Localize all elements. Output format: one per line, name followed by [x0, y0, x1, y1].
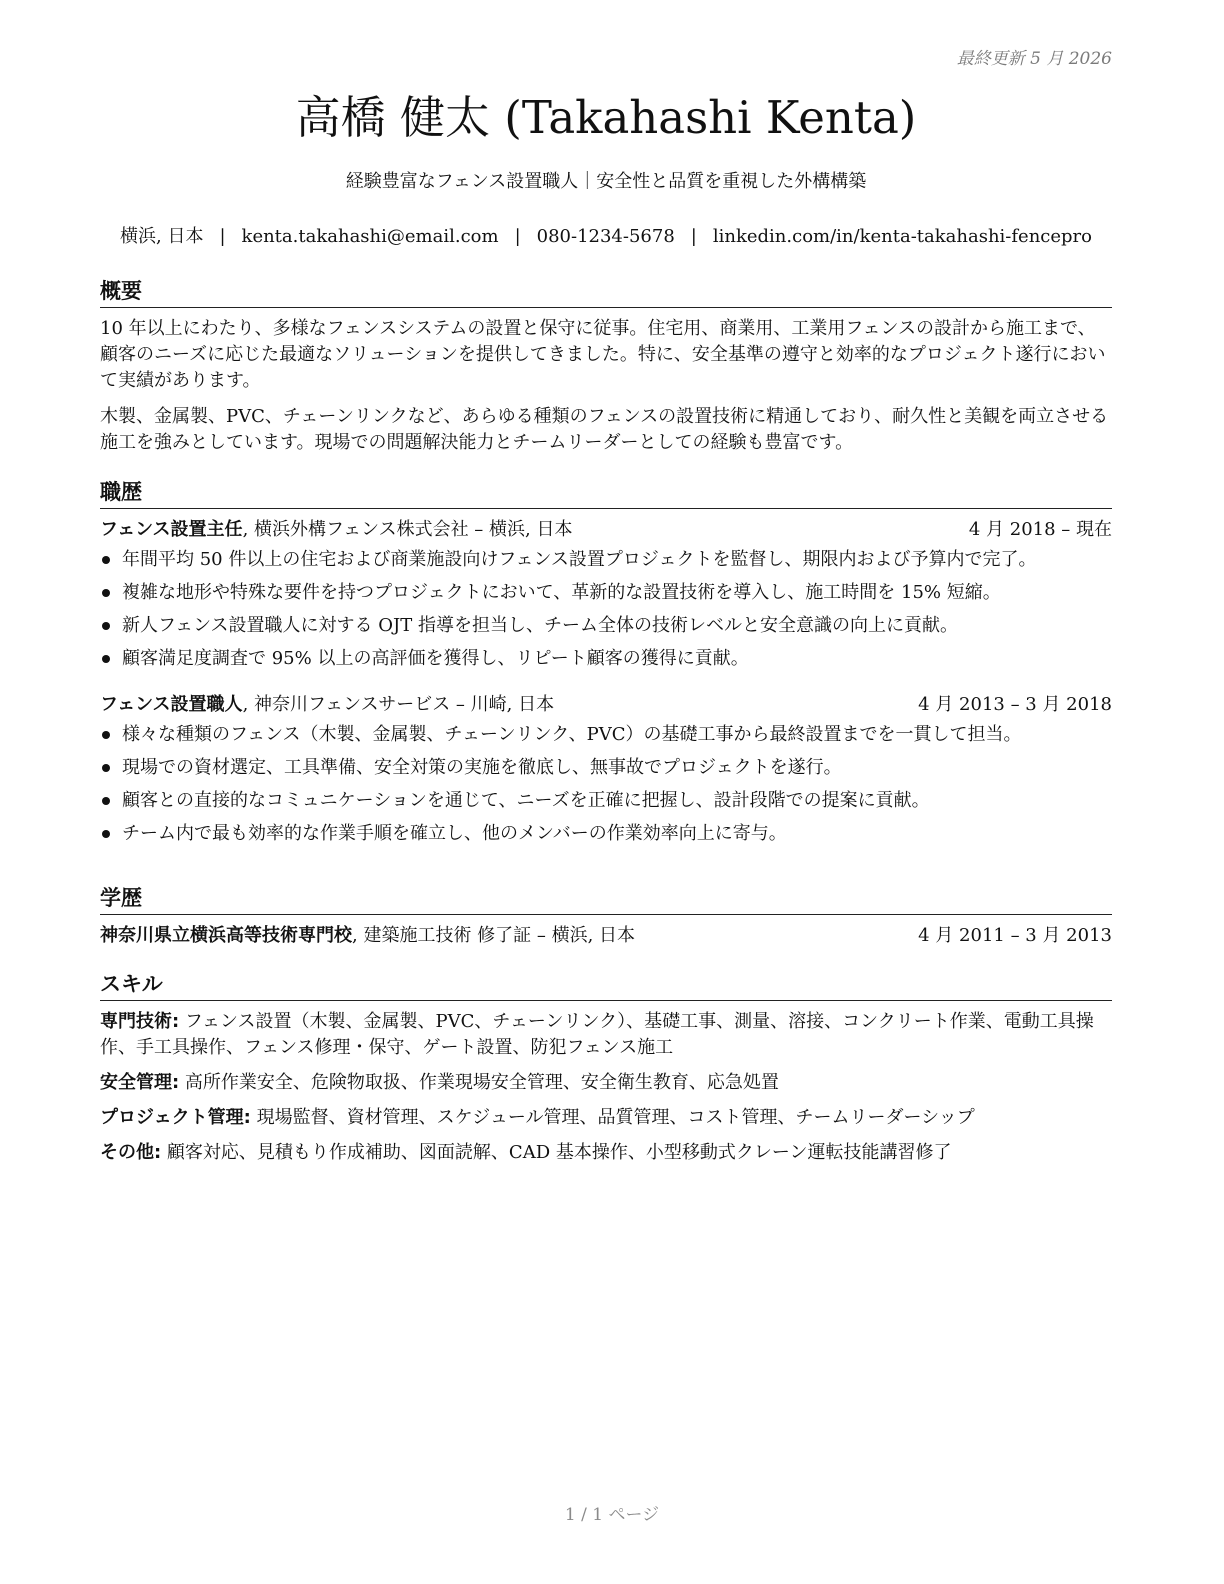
skill-label: プロジェクト管理:	[100, 1107, 251, 1128]
list-item: チーム内で最も効率的な作業手順を確立し、他のメンバーの作業効率向上に寄与。	[100, 821, 1112, 847]
contact-linkedin[interactable]: linkedin.com/in/kenta-takahashi-fencepro	[712, 226, 1092, 247]
bullet-icon	[102, 655, 110, 663]
contact-phone[interactable]: 080-1234-5678	[536, 226, 675, 247]
list-item: 顧客満足度調査で 95% 以上の高評価を獲得し、リピート顧客の獲得に貢献。	[100, 646, 1112, 672]
contact-email[interactable]: kenta.takahashi@email.com	[241, 226, 499, 247]
candidate-name: 高橋 健太 (Takahashi Kenta)	[295, 91, 917, 144]
skill-row	[100, 1070, 1112, 1096]
summary-section	[100, 276, 1112, 466]
skill-label: その他:	[100, 1142, 162, 1163]
list-item: 現場での資材選定、工具準備、安全対策の実施を徹底し、無事故でプロジェクトを遂行。	[100, 755, 1112, 781]
list-item: 新人フェンス設置職人に対する OJT 指導を担当し、チーム全体の技術レベルと安全意識の向上に貢献。	[100, 613, 1112, 639]
contact-line	[100, 223, 1112, 251]
school-name: 神奈川県立横浜高等技術専門校	[100, 925, 352, 946]
summary-paragraph: 10 年以上にわたり、多様なフェンスシステムの設置と保守に従事。住宅用、商業用、工業用フェンスの設計から施工まで、顧客のニーズに応じた最適なソリューションを提供してきました。特に、安全基準の遵守と効率的なプロジェクト遂行において実績があります。	[100, 318, 1106, 391]
contact-location: 横浜, 日本	[120, 226, 204, 247]
job-dates: 4 月 2018 – 現在	[968, 519, 1112, 540]
job-role: フェンス設置職人	[100, 694, 243, 715]
bullet-icon	[102, 622, 110, 630]
experience-section	[100, 477, 1112, 854]
section-title: 学歴	[100, 883, 1112, 915]
job-company: , 神奈川フェンスサービス – 川崎, 日本	[242, 694, 555, 715]
list-item: 年間平均 50 件以上の住宅および商業施設向けフェンス設置プロジェクトを監督し、期限内および予算内で完了。	[100, 547, 1112, 573]
list-item: 複雑な地形や特殊な要件を持つプロジェクトにおいて、革新的な設置技術を導入し、施工時間を 15% 短縮。	[100, 580, 1112, 606]
bullet-icon	[102, 764, 110, 772]
job-company: , 横浜外構フェンス株式会社 – 横浜, 日本	[242, 519, 573, 540]
contact-separator: |	[690, 226, 697, 247]
last-updated: 最終更新 5 月 2026	[956, 49, 1112, 69]
skill-row	[100, 1105, 1112, 1131]
bullet-icon	[102, 830, 110, 838]
contact-separator: |	[219, 226, 226, 247]
job-header	[100, 517, 1112, 543]
bullet-icon	[102, 556, 110, 564]
bullet-icon	[102, 589, 110, 597]
skill-text: 現場監督、資材管理、スケジュール管理、品質管理、コスト管理、チームリーダーシップ	[250, 1107, 975, 1128]
job-dates: 4 月 2013 – 3 月 2018	[918, 694, 1112, 715]
skill-label: 専門技術:	[100, 1011, 180, 1032]
job-role: フェンス設置主任	[100, 519, 243, 540]
skill-row	[100, 1140, 1112, 1166]
contact-separator: |	[514, 226, 521, 247]
section-title: 概要	[100, 276, 1112, 308]
education-entry	[100, 923, 1112, 949]
list-item: 様々な種類のフェンス（木製、金属製、チェーンリンク、PVC）の基礎工事から最終設置までを一貫して担当。	[100, 722, 1112, 748]
school-detail: , 建築施工技術 修了証 – 横浜, 日本	[352, 925, 636, 946]
job-bullets	[100, 547, 1112, 672]
skill-text: 高所作業安全、危険物取扱、作業現場安全管理、安全衛生教育、応急処置	[179, 1072, 779, 1093]
skill-text: 顧客対応、見積もり作成補助、図面読解、CAD 基本操作、小型移動式クレーン運転技能講習修了	[161, 1142, 952, 1163]
tagline: 経験豊富なフェンス設置職人｜安全性と品質を重視した外構構築	[345, 171, 867, 192]
section-title: スキル	[100, 969, 1112, 1001]
job-entry	[100, 692, 1112, 847]
job-bullets	[100, 722, 1112, 847]
resume-page	[100, 0, 1112, 1584]
bullet-icon	[102, 731, 110, 739]
education-section	[100, 883, 1112, 949]
list-item: 顧客との直接的なコミュニケーションを通じて、ニーズを正確に把握し、設計段階での提案に貢献。	[100, 788, 1112, 814]
skills-section	[100, 969, 1112, 1175]
bullet-icon	[102, 797, 110, 805]
skill-text: フェンス設置（木製、金属製、PVC、チェーンリンク）、基礎工事、測量、溶接、コンクリート作業、電動工具操作、手工具操作、フェンス修理・保守、ゲート設置、防犯フェンス施工	[100, 1011, 1094, 1058]
job-entry	[100, 517, 1112, 672]
skill-row	[100, 1009, 1112, 1061]
section-title: 職歴	[100, 477, 1112, 509]
summary-paragraph: 木製、金属製、PVC、チェーンリンクなど、あらゆる種類のフェンスの設置技術に精通しており、耐久性と美観を両立させる施工を強みとしています。現場での問題解決能力とチームリーダーとしての経験も豊富です。	[100, 406, 1109, 453]
job-header	[100, 692, 1112, 718]
education-dates: 4 月 2011 – 3 月 2013	[918, 925, 1112, 946]
page-number: 1 / 1 ページ	[564, 1505, 660, 1525]
skill-label: 安全管理:	[100, 1072, 180, 1093]
